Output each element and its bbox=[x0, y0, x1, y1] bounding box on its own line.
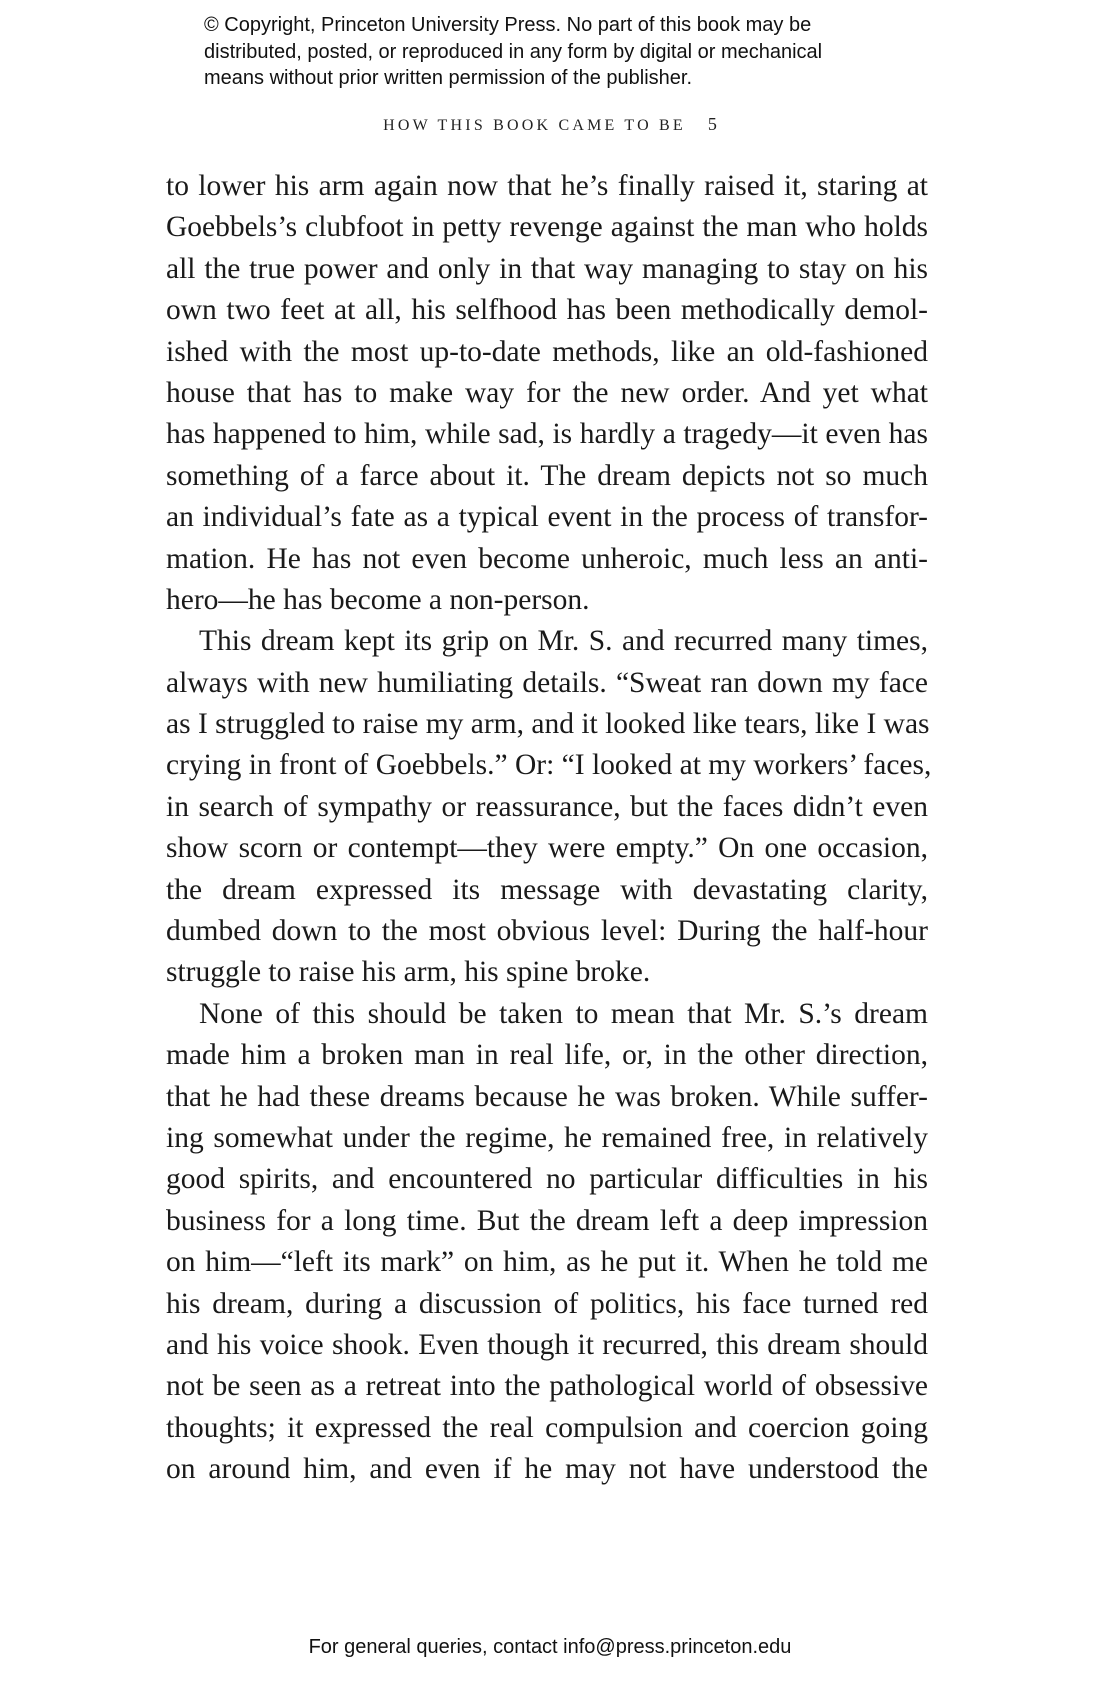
copyright-line: means without prior written permission of the publisher. bbox=[204, 67, 693, 89]
text-line: always with new humiliating details. “Sweat ran down my face bbox=[166, 666, 928, 699]
text-line: has happened to him, while sad, is hardly a tragedy—it even has bbox=[166, 418, 928, 451]
text-line: that he had these dreams because he was broken. While suffer- bbox=[166, 1080, 928, 1113]
text-line: This dream kept its grip on Mr. S. and recurred many times, bbox=[199, 625, 928, 658]
text-line: own two feet at all, his selfhood has been methodically demol- bbox=[166, 294, 928, 327]
page-number: 5 bbox=[707, 114, 717, 134]
text-line: crying in front of Goebbels.” Or: “I looked at my workers’ faces, bbox=[166, 749, 932, 782]
text-line: something of a farce about it. The dream depicts not so much bbox=[166, 459, 928, 492]
text-line: good spirits, and encountered no particular difficulties in his bbox=[166, 1163, 928, 1196]
running-head-title: HOW THIS BOOK CAME TO BE bbox=[383, 117, 686, 134]
text-line: not be seen as a retreat into the pathological world of obsessive bbox=[166, 1370, 928, 1403]
text-line: and his voice shook. Even though it recurred, this dream should bbox=[166, 1328, 928, 1361]
text-line: show scorn or contempt—they were empty.” On one occasion, bbox=[166, 832, 928, 865]
text-line: hero—he has become a non-person. bbox=[166, 583, 590, 616]
text-line: the dream expressed its message with devastating clarity, bbox=[166, 873, 928, 906]
text-line: his dream, during a discussion of politics, his face turned red bbox=[166, 1287, 928, 1320]
text-line: None of this should be taken to mean that Mr. S.’s dream bbox=[199, 997, 928, 1030]
text-line: in search of sympathy or reassurance, but the faces didn’t even bbox=[166, 790, 928, 823]
text-line: ished with the most up-to-date methods, like an old-fashioned bbox=[166, 335, 928, 368]
text-line: on him—“left its mark” on him, as he put it. When he told me bbox=[166, 1246, 928, 1279]
text-line: dumbed down to the most obvious level: During the half-hour bbox=[166, 915, 928, 948]
text-line: Goebbels’s clubfoot in petty revenge against the man who holds bbox=[166, 211, 928, 244]
copyright-line: © Copyright, Princeton University Press. No part of this book may be bbox=[204, 14, 812, 36]
text-line: on around him, and even if he may not have understood the bbox=[166, 1453, 928, 1486]
running-head bbox=[0, 114, 1100, 135]
text-line: mation. He has not even become unheroic, much less an anti- bbox=[166, 542, 928, 575]
copyright-line: distributed, posted, or reproduced in any form by digital or mechanical bbox=[204, 40, 823, 63]
body-text bbox=[166, 166, 932, 1491]
text-line: all the true power and only in that way managing to stay on his bbox=[166, 252, 928, 285]
text-line: to lower his arm again now that he’s finally raised it, staring at bbox=[166, 170, 928, 202]
copyright-notice bbox=[204, 12, 924, 92]
text-line: an individual’s fate as a typical event in the process of transfor- bbox=[166, 501, 928, 534]
text-line: ing somewhat under the regime, he remained free, in relatively bbox=[166, 1121, 928, 1154]
text-line: thoughts; it expressed the real compulsion and coercion going bbox=[166, 1411, 928, 1444]
text-line: as I struggled to raise my arm, and it looked like tears, like I was bbox=[166, 708, 930, 741]
text-line: struggle to raise his arm, his spine broke. bbox=[166, 956, 651, 989]
text-line: made him a broken man in real life, or, in the other direction, bbox=[166, 1039, 928, 1072]
text-line: business for a long time. But the dream left a deep impression bbox=[166, 1204, 928, 1237]
text-line: house that has to make way for the new order. And yet what bbox=[166, 376, 928, 409]
footer-contact: For general queries, contact info@press.princeton.edu bbox=[308, 1636, 792, 1658]
